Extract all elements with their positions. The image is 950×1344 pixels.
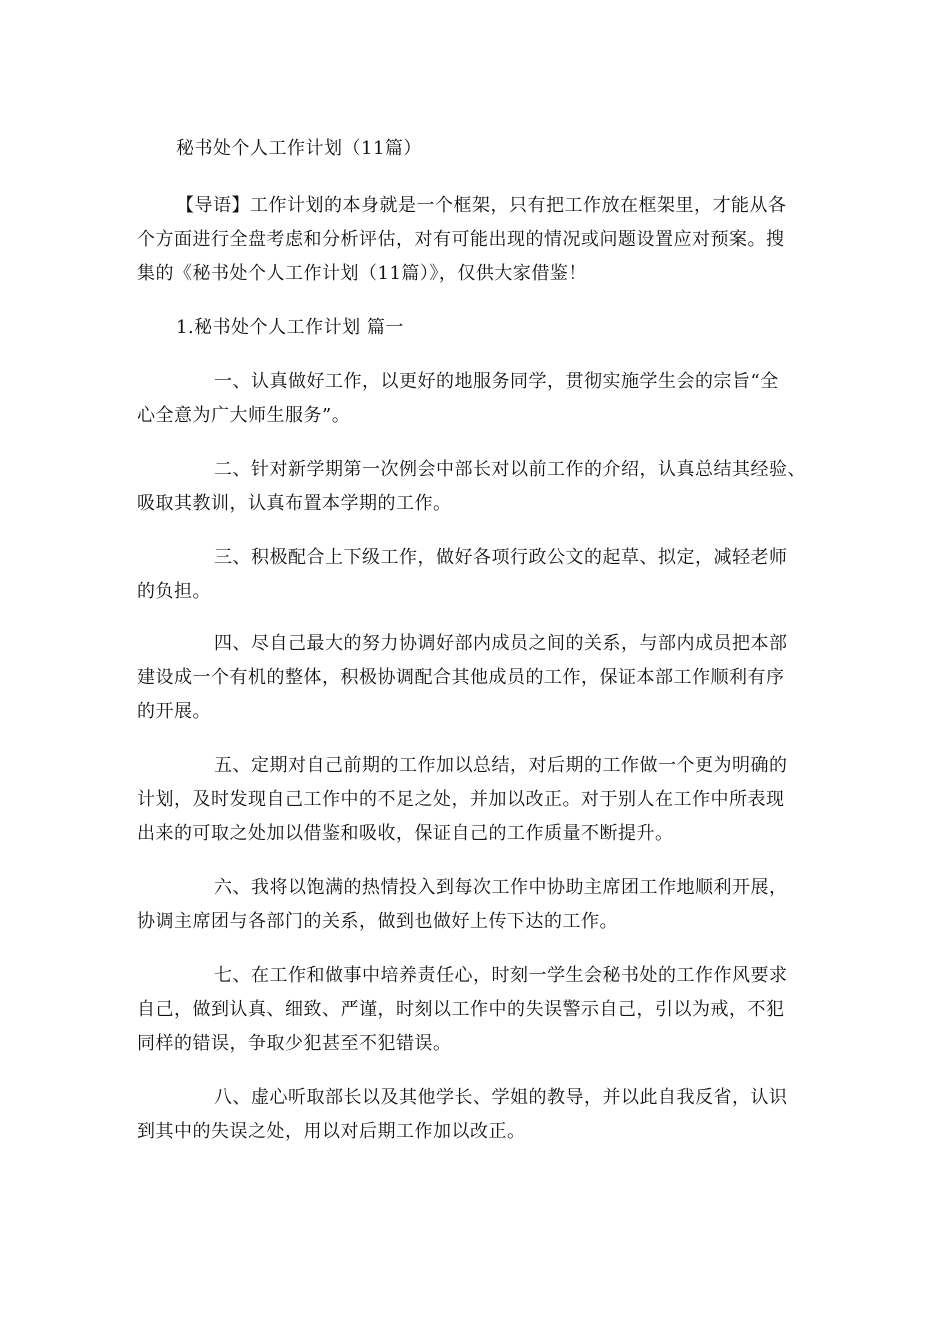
item-line: 八、虚心听取部长以及其他学长、学姐的教导，并以此自我反省，认识	[214, 1087, 788, 1108]
item-line: 建设成一个有机的整体，积极协调配合其他成员的工作，保证本部工作顺利有序	[137, 667, 785, 688]
item-line: 协调主席团与各部门的关系，做到也做好上传下达的工作。	[137, 911, 618, 932]
item-line: 吸取其教训，认真布置本学期的工作。	[137, 493, 452, 514]
section-heading: 1.秘书处个人工作计划 篇一	[176, 317, 404, 338]
item-line: 七、在工作和做事中培养责任心，时刻一学生会秘书处的工作作风要求	[214, 965, 788, 986]
item-line: 心全意为广大师生服务”。	[137, 405, 351, 426]
item-line: 三、积极配合上下级工作，做好各项行政公文的起草、拟定，减轻老师	[214, 547, 788, 568]
item-line: 到其中的失误之处，用以对后期工作加以改正。	[137, 1121, 526, 1142]
item-line: 计划，及时发现自己工作中的不足之处，并加以改正。对于别人在工作中所表现	[137, 789, 785, 810]
item-line: 自己，做到认真、细致、严谨，时刻以工作中的失误警示自己，引以为戒，不犯	[137, 999, 785, 1020]
intro-line: 集的《秘书处个人工作计划（11篇）》，仅供大家借鉴！	[137, 263, 587, 284]
intro-line: 【导语】工作计划的本身就是一个框架，只有把工作放在框架里，才能从各	[176, 195, 787, 216]
item-line: 的开展。	[137, 701, 211, 722]
item-line: 同样的错误，争取少犯甚至不犯错误。	[137, 1033, 452, 1054]
item-line: 六、我将以饱满的热情投入到每次工作中协助主席团工作地顺利开展，	[214, 877, 788, 898]
item-line: 的负担。	[137, 581, 211, 602]
item-line: 五、定期对自己前期的工作加以总结，对后期的工作做一个更为明确的	[214, 755, 788, 776]
item-line: 出来的可取之处加以借鉴和吸收，保证自己的工作质量不断提升。	[137, 823, 674, 844]
intro-line: 个方面进行全盘考虑和分析评估，对有可能出现的情况或问题设置应对预案。搜	[137, 229, 785, 250]
item-line: 四、尽自己最大的努力协调好部内成员之间的关系，与部内成员把本部	[214, 633, 788, 654]
item-line: 一、认真做好工作，以更好的地服务同学，贯彻实施学生会的宗旨“全	[214, 371, 779, 392]
document-title: 秘书处个人工作计划（11篇）	[176, 138, 422, 159]
item-line: 二、针对新学期第一次例会中部长对以前工作的介绍，认真总结其经验、	[214, 459, 806, 480]
